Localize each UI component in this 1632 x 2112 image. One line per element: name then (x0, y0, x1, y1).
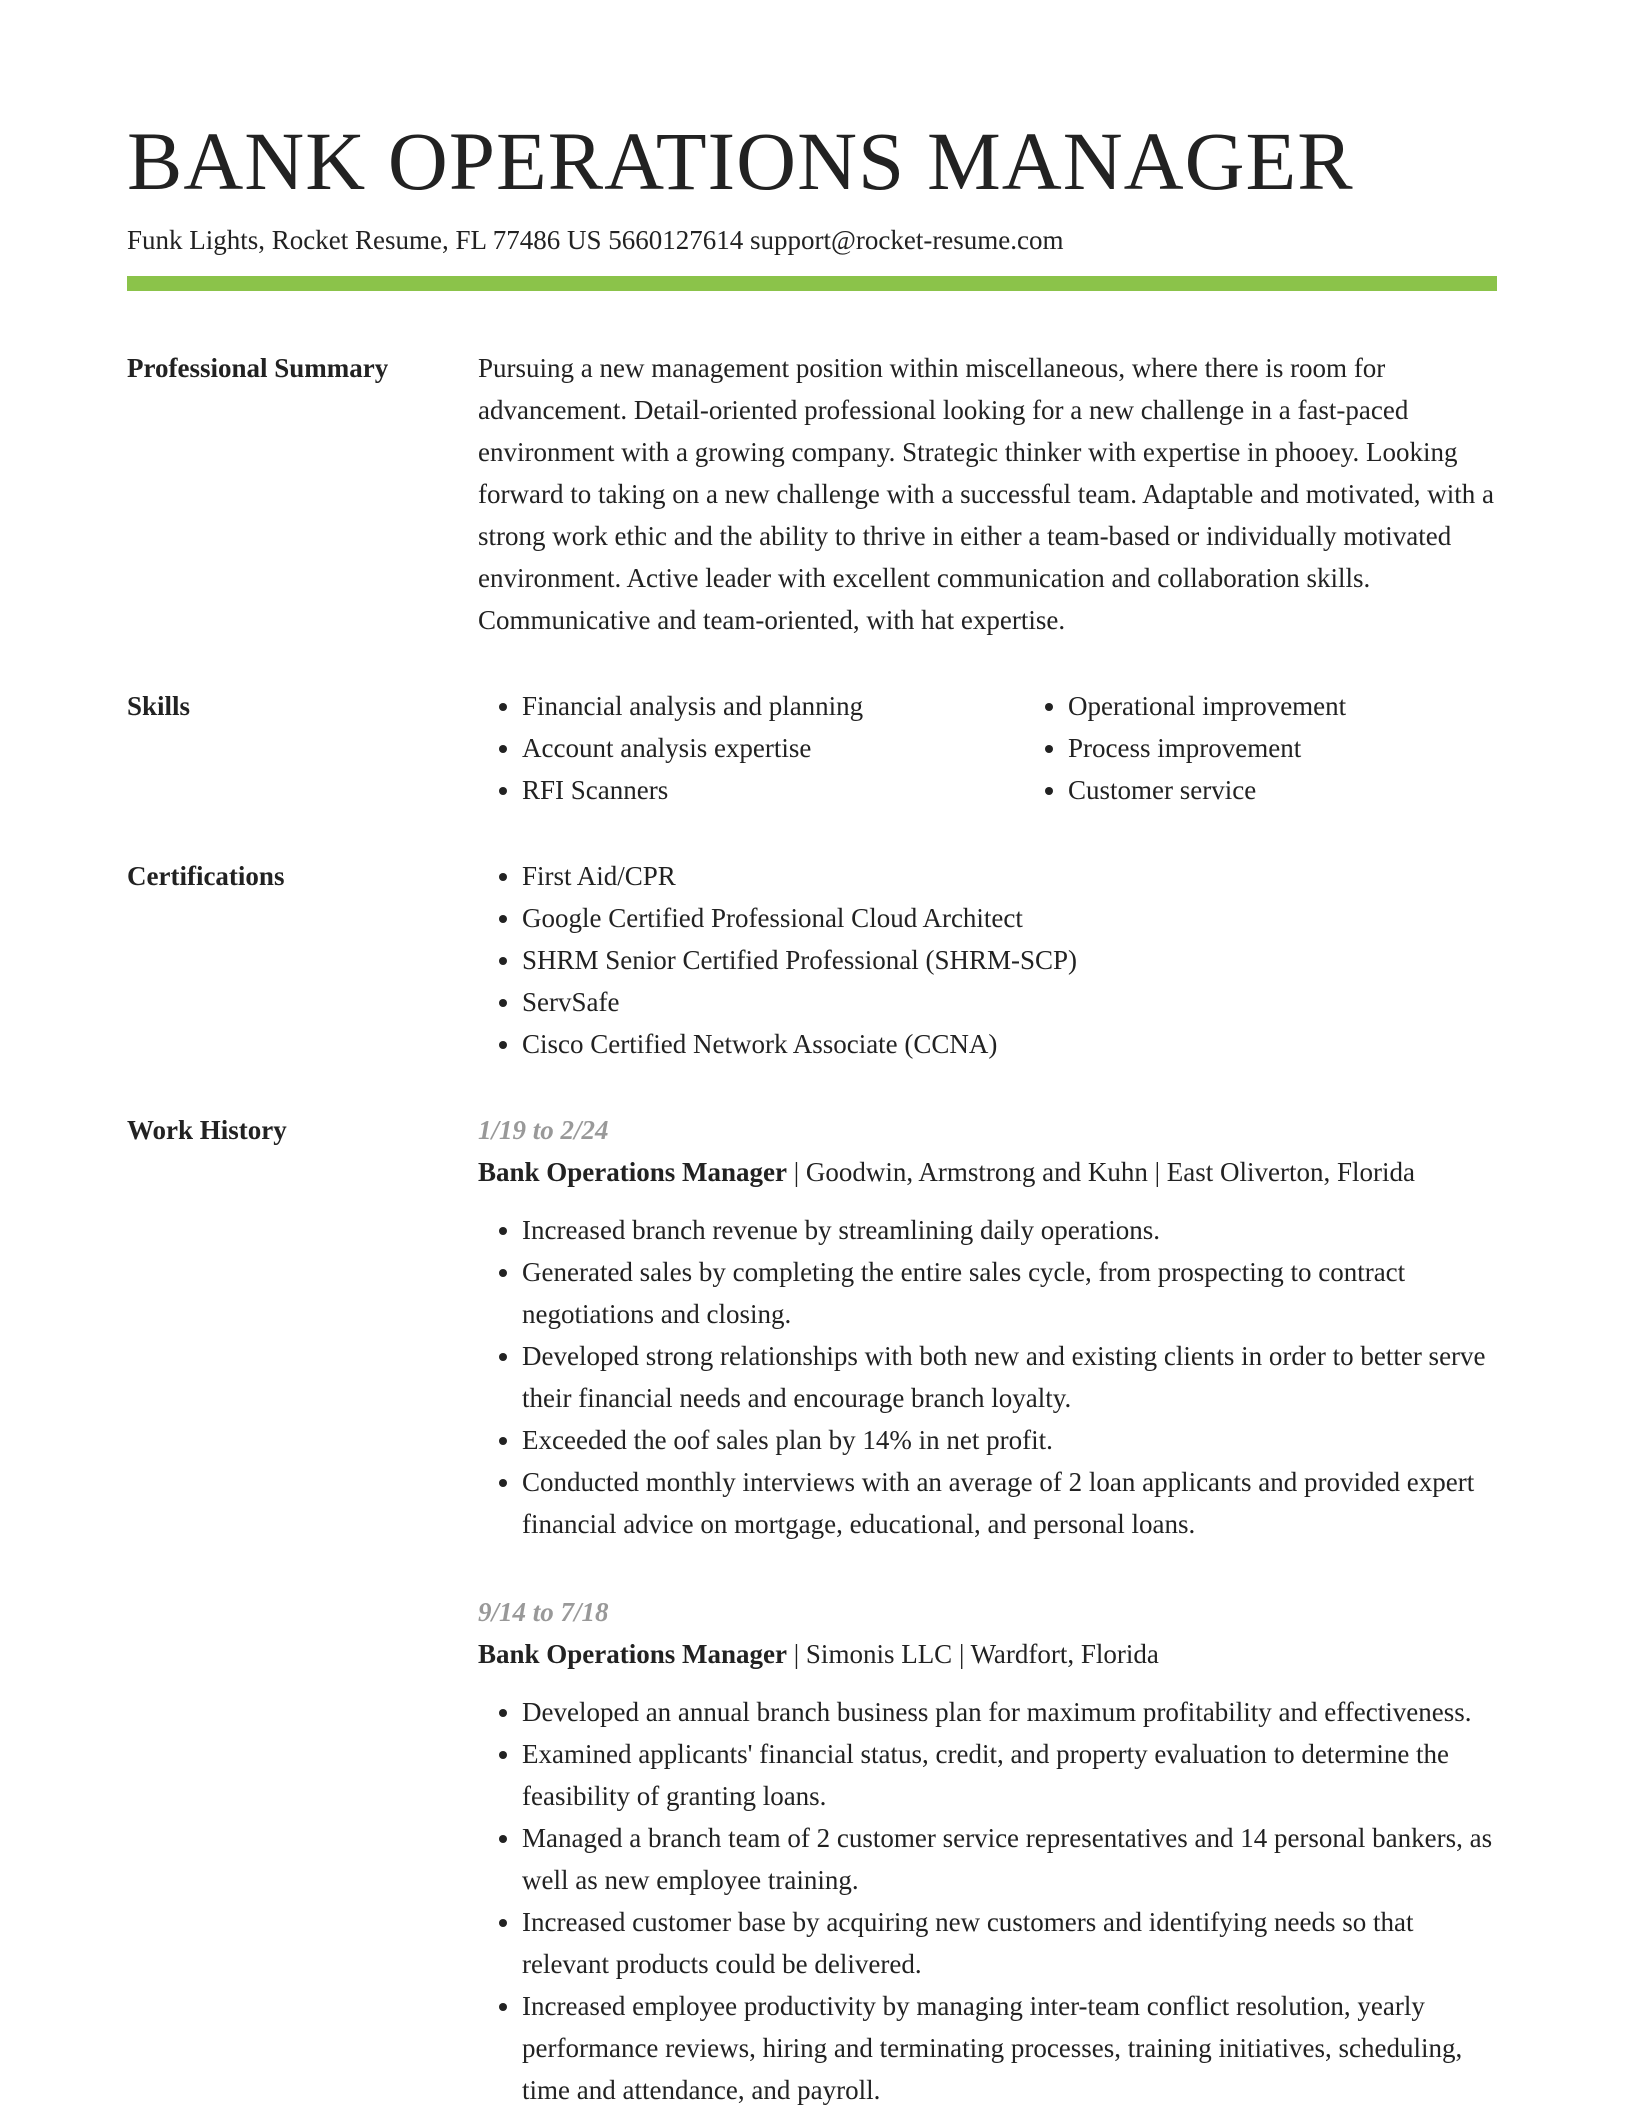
resume-title: BANK OPERATIONS MANAGER (127, 115, 1354, 207)
list-item: • RFI Scanners (522, 769, 1024, 811)
section-title-certifications: Certifications (127, 861, 285, 892)
header-divider (127, 276, 1497, 291)
certifications-section (127, 855, 1497, 1065)
skills-section (127, 685, 1497, 811)
list-item: • Managed a branch team of 2 customer service representatives and 14 personal bankers, as well as new employee training. (522, 1817, 1497, 1901)
list-item: • Conducted monthly interviews with an average of 2 loan applicants and provided expert financial advice on mortgage, educational, and personal loans. (522, 1461, 1497, 1545)
resume-page (127, 115, 1497, 2111)
summary-text: Pursuing a new management position within miscellaneous, where there is room for advancement. Detail-oriented professional looking for a new challenge in a fast-paced environment with a growing company. Strategic thinker with expertise in phooey. Looking forward to taking on a new challenge with a successful team. Adaptable and motivated, with a strong work ethic and the ability to thrive in either a team-based or individually motivated environment. Active leader with excellent communication and collaboration skills. Communicative and team-oriented, with hat expertise. (478, 353, 1494, 636)
list-item: • Process improvement (1068, 727, 1497, 769)
list-item: • Examined applicants' financial status, credit, and property evaluation to determine the feasibility of granting loans. (522, 1733, 1497, 1817)
list-item: • Developed strong relationships with both new and existing clients in order to better serve their financial needs and encourage branch loyalty. (522, 1335, 1497, 1419)
job-role: Bank Operations Manager (478, 1639, 788, 1670)
section-title-skills: Skills (127, 691, 191, 722)
list-item: • Developed an annual branch business plan for maximum profitability and effectiveness. (522, 1691, 1497, 1733)
job-entry (478, 1109, 1497, 1545)
job-heading (478, 1633, 1497, 1675)
job-bullets (478, 1209, 1497, 1545)
job-details: | Goodwin, Armstrong and Kuhn | East Oliverton, Florida (787, 1157, 1416, 1188)
list-item: • Increased customer base by acquiring new customers and identifying needs so that relevant products could be delivered. (522, 1901, 1497, 1985)
section-title-summary: Professional Summary (127, 353, 389, 384)
job-heading (478, 1151, 1497, 1193)
list-item: • First Aid/CPR (522, 855, 1497, 897)
job-entry (478, 1591, 1497, 2111)
list-item: • Increased branch revenue by streamlining daily operations. (522, 1209, 1497, 1251)
summary-section (127, 347, 1497, 641)
list-item: • Cisco Certified Network Associate (CCNA) (522, 1023, 1497, 1065)
section-title-work-history: Work History (127, 1115, 287, 1146)
list-item: • Account analysis expertise (522, 727, 1024, 769)
job-dates: 9/14 to 7/18 (478, 1597, 609, 1628)
list-item: • Google Certified Professional Cloud Architect (522, 897, 1497, 939)
list-item: • Operational improvement (1068, 685, 1497, 727)
job-role: Bank Operations Manager (478, 1157, 788, 1188)
list-item: • Exceeded the oof sales plan by 14% in net profit. (522, 1419, 1497, 1461)
job-details: | Simonis LLC | Wardfort, Florida (787, 1639, 1159, 1670)
list-item: • Customer service (1068, 769, 1497, 811)
skills-list-right (1024, 685, 1497, 811)
contact-line: Funk Lights, Rocket Resume, FL 77486 US 5660127614 support@rocket-resume.com (127, 225, 1064, 256)
work-history-section (127, 1109, 1497, 2111)
job-bullets (478, 1691, 1497, 2111)
certifications-list (478, 855, 1497, 1065)
list-item: • ServSafe (522, 981, 1497, 1023)
list-item: • SHRM Senior Certified Professional (SHRM-SCP) (522, 939, 1497, 981)
list-item: • Financial analysis and planning (522, 685, 1024, 727)
job-dates: 1/19 to 2/24 (478, 1115, 609, 1146)
list-item: • Generated sales by completing the entire sales cycle, from prospecting to contract negotiations and closing. (522, 1251, 1497, 1335)
list-item: • Increased employee productivity by managing inter-team conflict resolution, yearly performance reviews, hiring and terminating processes, training initiatives, scheduling, time and attendance, and payroll. (522, 1985, 1497, 2111)
skills-list-left (478, 685, 1024, 811)
